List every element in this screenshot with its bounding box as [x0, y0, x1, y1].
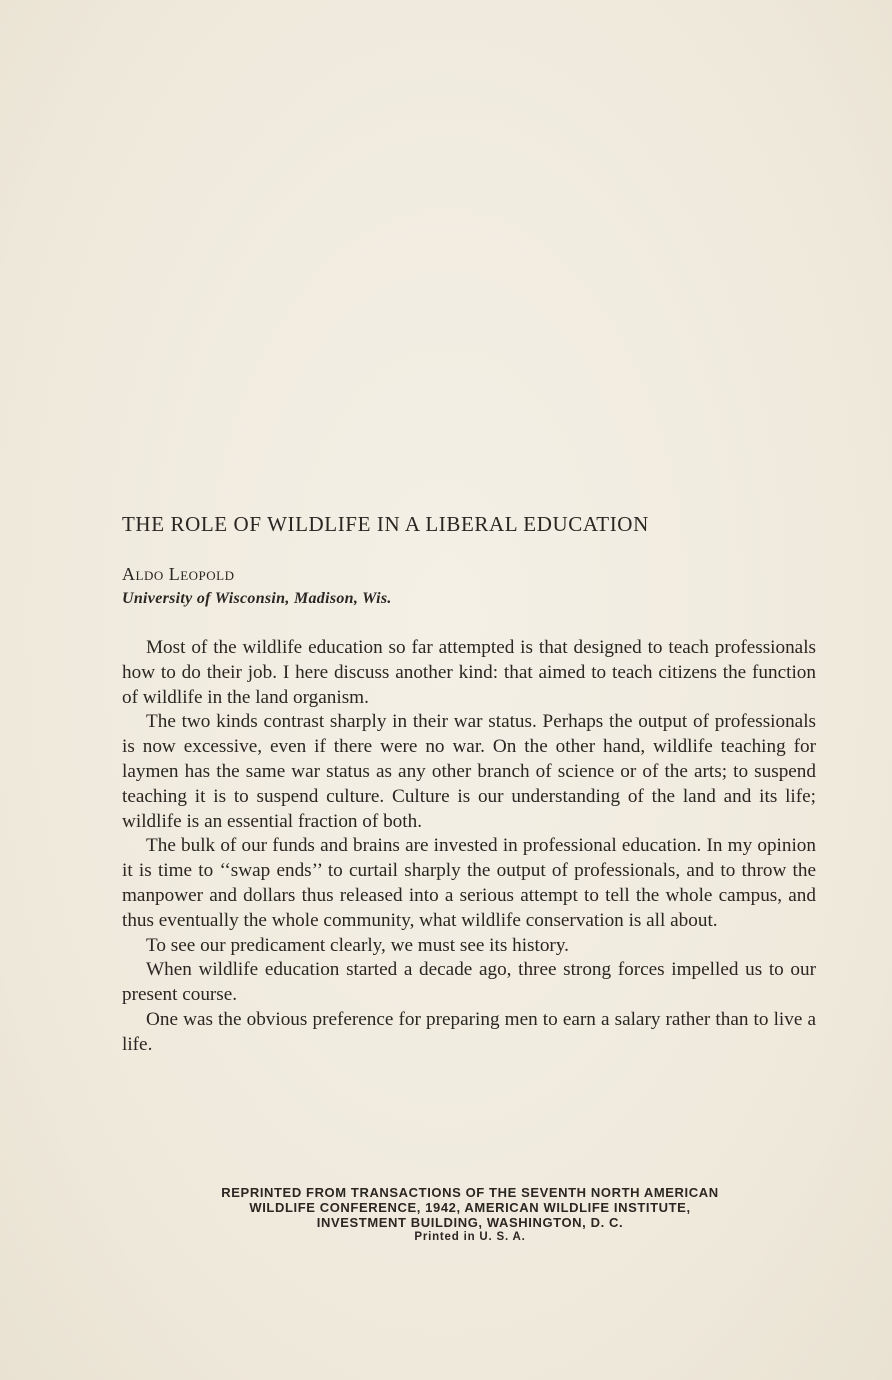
author-affiliation: University of Wisconsin, Madison, Wis.: [122, 590, 392, 607]
reprint-line: REPRINTED FROM TRANSACTIONS OF THE SEVENTH NORTH AMERICAN: [221, 1185, 719, 1200]
paragraph: The bulk of our funds and brains are invested in professional education. In my opinion it is time to ‘‘swap ends’’ to curtail sharply the output of professionals, and to throw the manpower and dollars thus released into a serious attempt to tell the whole campus, and thus eventually the whole community, what wildlife conservation is all about.: [122, 835, 816, 931]
reprint-line: WILDLIFE CONFERENCE, 1942, AMERICAN WILDLIFE INSTITUTE,: [249, 1200, 691, 1215]
paragraph: The two kinds contrast sharply in their war status. Perhaps the output of professionals is now excessive, even if there were no war. On the other hand, wildlife teaching for laymen has the same war status as any other branch of science or of the arts; to suspend teaching it is to suspend culture. Culture is our understanding of the land and its life; wildlife is an essential fraction of both.: [122, 711, 816, 832]
article-body: [122, 636, 816, 1058]
reprint-notice: [120, 1185, 820, 1245]
article-title: THE ROLE OF WILDLIFE IN A LIBERAL EDUCATION: [122, 512, 649, 536]
printed-in-notice: Printed in U. S. A.: [414, 1231, 526, 1243]
reprint-line: INVESTMENT BUILDING, WASHINGTON, D. C.: [316, 1215, 624, 1230]
paragraph: One was the obvious preference for preparing men to earn a salary rather than to live a life.: [122, 1008, 816, 1055]
paragraph: When wildlife education started a decade ago, three strong forces impelled us to our present course.: [122, 959, 816, 1006]
author-name: Aldo Leopold: [122, 564, 235, 584]
paragraph: Most of the wildlife education so far attempted is that designed to teach professionals how to do their job. I here discuss another kind: that aimed to teach citizens the function of wildlife in the land organism.: [122, 637, 816, 708]
paragraph: To see our predicament clearly, we must see its history.: [146, 934, 569, 956]
